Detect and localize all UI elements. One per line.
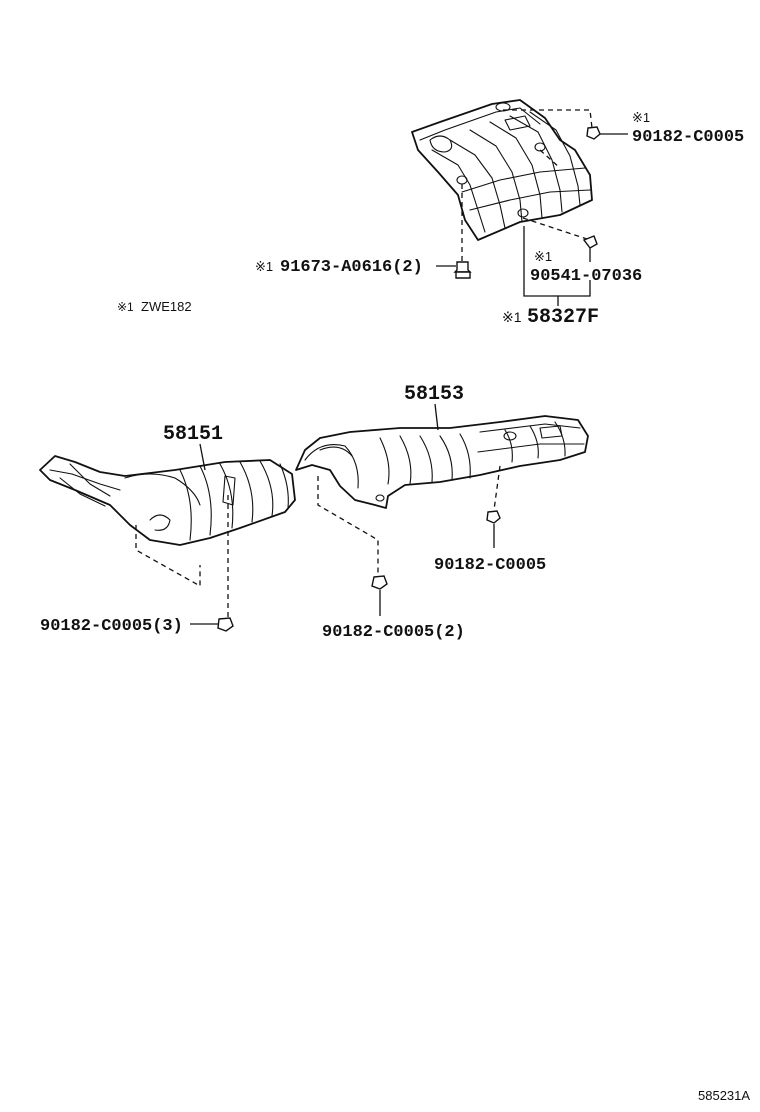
note-mark: ※1 [632,110,651,125]
bolt-icon [455,262,470,278]
nut-icon [487,511,500,523]
part-label-90182-c0005-top: 90182-C0005 [632,128,745,147]
heat-insulator-58151 [40,456,295,545]
nut-icon [218,618,233,631]
part-label-90182-c0005-2: 90182-C0005(2) [322,623,465,642]
part-label-91673-a0616: 91673-A0616(2) [280,258,423,277]
part-label-58327F: 58327F [527,306,600,329]
part-label-90182-c0005-3: 90182-C0005(3) [40,617,183,636]
heat-insulator-58327F [412,100,592,240]
note-mark: ※1 [117,300,134,314]
part-label-90182-c0005-mid: 90182-C0005 [434,556,547,575]
note-mark: ※1 [534,249,553,264]
clip-icon [584,236,597,248]
heat-insulator-58153 [296,416,588,508]
note-mark: ※1 [255,259,274,274]
figure-code: 585231A [698,1088,751,1103]
model-note: ZWE182 [141,299,192,314]
part-label-90541-07036: 90541-07036 [530,267,643,286]
part-label-58153: 58153 [404,383,465,406]
nut-icon [372,576,387,589]
nut-icon [587,127,600,139]
part-label-58151: 58151 [163,423,224,446]
note-mark: ※1 [502,309,522,325]
